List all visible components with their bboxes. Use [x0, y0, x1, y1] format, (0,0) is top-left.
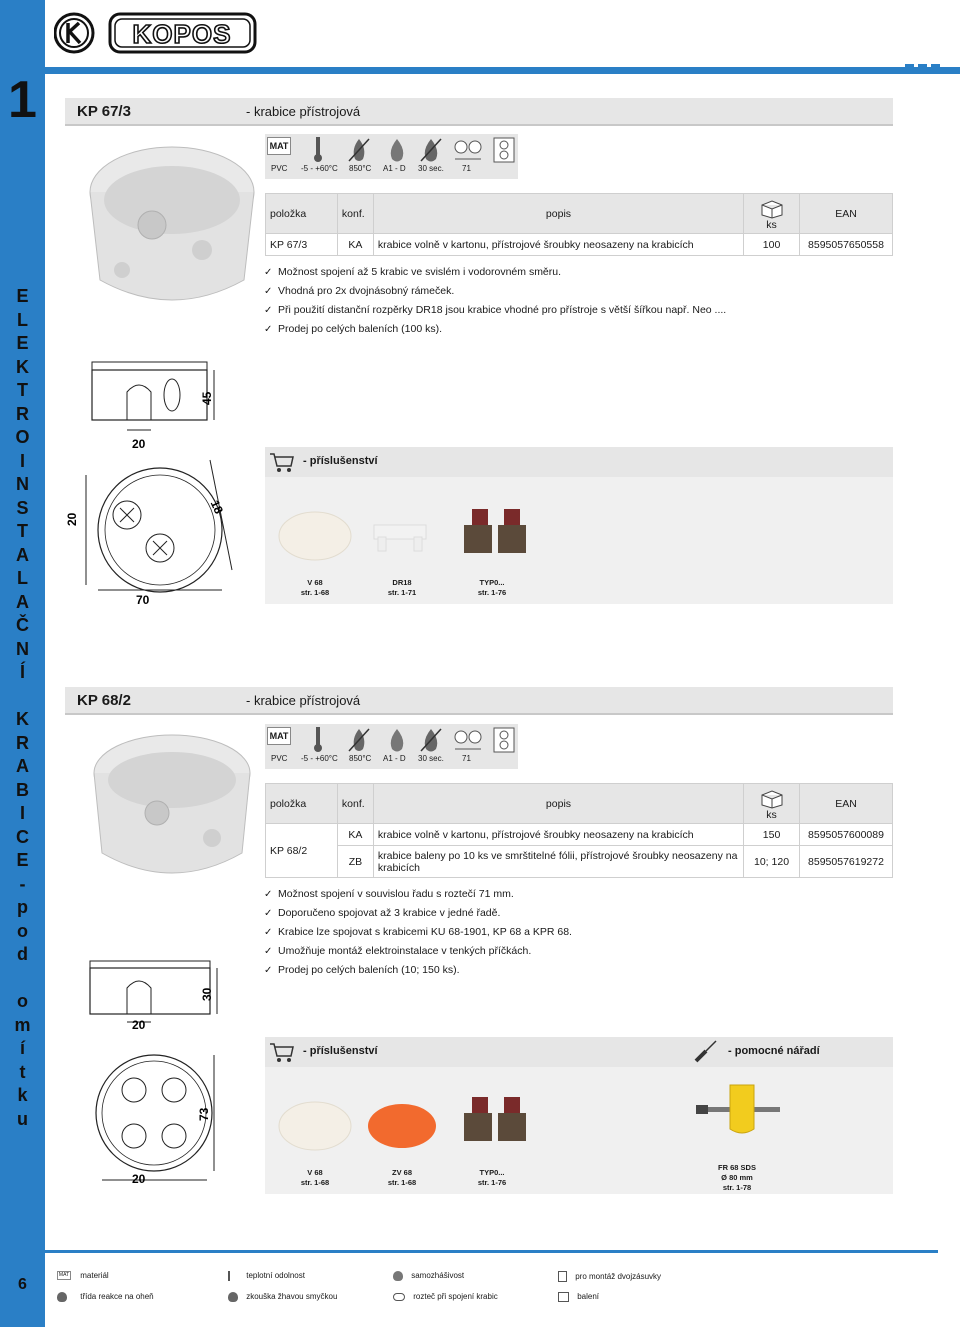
side-letter: d [17, 944, 28, 964]
side-letter: - [19, 873, 26, 894]
side-letter: Í [19, 662, 25, 682]
accessories-title: - příslušenství [303, 455, 378, 467]
side-letter: A [16, 544, 29, 565]
legend-item: samozhášivost [393, 1271, 464, 1281]
accessory-item: V 68 str. 1-68 [300, 578, 330, 597]
side-letter: A [16, 756, 29, 776]
side-letter: L [17, 309, 28, 330]
prop-glow: 850°C [349, 164, 372, 173]
side-letter: A [16, 591, 29, 612]
legend-item: třída reakce na oheň [57, 1292, 154, 1302]
property-strip [265, 724, 518, 769]
list-item: ✓ Krabice lze spojovat s krabicemi KU 68-1901, KP 68 a KPR 68. [264, 923, 572, 942]
glow-wire-icon [228, 1292, 238, 1302]
typ0-image [460, 1095, 530, 1145]
screwdriver-icon [693, 1040, 719, 1064]
prop-glow: 850°C [349, 754, 372, 763]
col-item: položka [266, 194, 338, 234]
double-socket-icon [493, 727, 515, 753]
product-code: KP 68/2 [77, 692, 131, 709]
logo-text: KOPOS [132, 19, 232, 49]
product-table [265, 193, 893, 256]
side-letter: O [15, 427, 30, 447]
prop-temp: -5 - +60°C [301, 164, 338, 173]
bottom-accent-bar [45, 1250, 938, 1253]
prop-fire: A1 - D [383, 164, 406, 173]
tool-item: FR 68 SDS Ø 80 mm str. 1-78 [718, 1163, 756, 1192]
col-ks: ks [744, 784, 800, 824]
product-header [65, 687, 893, 715]
v68-image [275, 1099, 355, 1153]
accessory-item: TYP0... str. 1-76 [477, 1168, 507, 1187]
top-accent-bar [45, 67, 960, 74]
list-item: ✓ Doporučeno spojovat až 3 krabice v jedné řadě. [264, 904, 572, 923]
drill-bit-image [690, 1075, 785, 1153]
thermometer-icon [313, 727, 323, 753]
side-letter: T [17, 521, 28, 541]
dim-label: 20 [132, 1018, 146, 1032]
accessories-header [265, 447, 893, 477]
side-letter: K [16, 709, 29, 729]
cart-icon [269, 451, 295, 473]
self-extinguish-icon [393, 1271, 403, 1281]
cart-icon [269, 1041, 295, 1063]
list-item: ✓ Vhodná pro 2x dvojnásobný rámeček. [264, 282, 726, 301]
kopos-logo [54, 11, 258, 55]
list-item: ✓ Umožňuje montáž elektroinstalace v tenkých příčkách. [264, 942, 572, 961]
product-desc: - krabice přístrojová [246, 693, 361, 708]
side-letter: N [16, 638, 29, 659]
col-conf: konf. [337, 194, 373, 234]
side-letter: L [17, 568, 28, 588]
legend-item: MAT materiál [58, 1271, 109, 1280]
dim-label: 20 [65, 512, 79, 526]
fire-class-icon [419, 727, 443, 753]
list-item: ✓ Prodej po celých baleních (100 ks). [264, 320, 726, 339]
legend-item: teplotní odolnost [228, 1271, 305, 1281]
product-code: KP 67/3 [77, 103, 131, 120]
dim-label: 45 [200, 391, 214, 405]
side-letter [0, 967, 45, 991]
dim-label: 70 [136, 593, 150, 607]
accessory-item: DR18 str. 1-71 [387, 578, 417, 597]
side-letter: t [19, 1061, 26, 1082]
product-image-kp673 [62, 130, 262, 610]
dr18-image [370, 517, 430, 553]
product-header [65, 98, 893, 126]
side-letter: R [16, 732, 29, 753]
col-ks: ks [744, 194, 800, 234]
accent-square [905, 64, 914, 74]
accessory-item: ZV 68 str. 1-68 [387, 1168, 417, 1187]
col-desc: popis [373, 194, 743, 234]
spacing-icon [453, 727, 483, 753]
dim-label: 18 [207, 497, 226, 516]
side-letter: E [16, 286, 29, 306]
table-row: KP 67/3 KA krabice volně v kartonu, přístrojové šroubky neosazeny na krabicích 100 8595057650558 [266, 234, 893, 256]
box-icon [759, 199, 785, 219]
prop-temp: -5 - +60°C [301, 754, 338, 763]
side-letter: I [19, 803, 25, 823]
product-desc: - krabice přístrojová [246, 104, 361, 119]
accent-square [931, 64, 940, 74]
tools-title: - pomocné nářadí [728, 1045, 820, 1057]
feature-list [264, 263, 726, 339]
fire-class-icon [419, 137, 443, 163]
side-letter: o [17, 991, 28, 1011]
glow-wire-icon [347, 137, 371, 163]
side-letter: E [16, 850, 29, 870]
list-item: ✓ Možnost spojení až 5 krabic ve svislém i vodorovném směru. [264, 263, 726, 282]
side-letter: R [16, 403, 29, 424]
side-letter: í [19, 1038, 25, 1058]
side-letter: B [16, 779, 29, 800]
thermometer-icon [228, 1271, 230, 1281]
dim-label: 73 [197, 1107, 211, 1121]
side-letter: E [16, 333, 29, 353]
property-strip [265, 134, 518, 179]
prop-ext: 30 sec. [418, 164, 444, 173]
list-item: ✓ Možnost spojení v souvislou řadu s roztečí 71 mm. [264, 885, 572, 904]
prop-spacing: 71 [462, 164, 471, 173]
dim-label: 20 [132, 1172, 146, 1186]
side-letter: I [19, 450, 25, 471]
side-letter: K [16, 356, 29, 377]
table-header [266, 194, 893, 234]
side-letter: p [17, 897, 28, 917]
legend-item: pro montáž dvojzásuvky [558, 1271, 661, 1282]
thermometer-icon [313, 137, 323, 163]
box-icon [759, 789, 785, 809]
material-icon: MAT [267, 727, 291, 745]
side-letter: C [16, 826, 29, 847]
accessory-item: V 68 str. 1-68 [300, 1168, 330, 1187]
side-letter [0, 685, 45, 709]
side-letter: Č [16, 615, 29, 635]
typ0-image [460, 507, 530, 557]
double-socket-icon [558, 1271, 567, 1282]
list-item: ✓ Prodej po celých baleních (10; 150 ks). [264, 961, 572, 980]
accessories-header [265, 1037, 893, 1067]
glow-wire-icon [347, 727, 371, 753]
accessories-title: - příslušenství [303, 1045, 378, 1057]
box-icon [558, 1292, 569, 1302]
dim-label: 20 [132, 437, 146, 451]
prop-material: PVC [271, 164, 288, 173]
prop-spacing: 71 [462, 754, 471, 763]
spacing-icon [453, 137, 483, 163]
side-letter: N [16, 474, 29, 494]
side-letter: T [17, 380, 28, 400]
fire-class-icon [57, 1292, 67, 1302]
material-icon: MAT [267, 137, 291, 155]
feature-list [264, 885, 572, 980]
accessory-item: TYP0... str. 1-76 [477, 578, 507, 597]
self-extinguish-icon [385, 137, 409, 163]
col-ean: EAN [800, 194, 893, 234]
side-letter: o [17, 920, 28, 941]
spacing-icon [393, 1293, 405, 1301]
table-row: KP 68/2 KA krabice volně v kartonu, přístrojové šroubky neosazeny na krabicích 150 8595057600089 [266, 824, 893, 846]
page-number: 6 [18, 1276, 27, 1293]
v68-image [275, 509, 355, 563]
prop-material: PVC [271, 754, 288, 763]
side-letter: m [14, 1014, 31, 1035]
accent-square [918, 64, 927, 74]
material-icon: MAT [58, 1272, 70, 1279]
legend-item: zkouška žhavou smyčkou [228, 1292, 337, 1302]
side-letter: u [17, 1108, 28, 1129]
list-item: ✓ Při použití distanční rozpěrky DR18 jsou krabice vhodné pro přístroje s větší šířkou např. Neo .... [264, 301, 726, 320]
accessories-panel [265, 1067, 893, 1194]
table-header: položka konf. popis ks EAN [266, 784, 893, 824]
accessories-panel [265, 477, 893, 604]
legend-item: balení [558, 1292, 599, 1302]
double-socket-icon [493, 137, 515, 163]
legend-item: rozteč při spojení krabic [393, 1292, 498, 1301]
prop-ext: 30 sec. [418, 754, 444, 763]
product-table [265, 783, 893, 878]
chapter-sidebar [0, 0, 45, 1327]
chapter-number: 1 [8, 71, 37, 129]
product-image-kp682 [62, 718, 262, 1198]
prop-fire: A1 - D [383, 754, 406, 763]
side-letter: S [16, 497, 29, 518]
side-letter: k [17, 1085, 28, 1105]
table-row: ZB krabice baleny po 10 ks ve smrštitelné fólii, přístrojové šroubky neosazeny na krabicích 10; 120 8595057619272 [266, 846, 893, 878]
chapter-title-vertical [0, 285, 45, 1131]
zv68-image [365, 1102, 439, 1150]
self-extinguish-icon [385, 727, 409, 753]
dim-label: 30 [200, 987, 214, 1001]
